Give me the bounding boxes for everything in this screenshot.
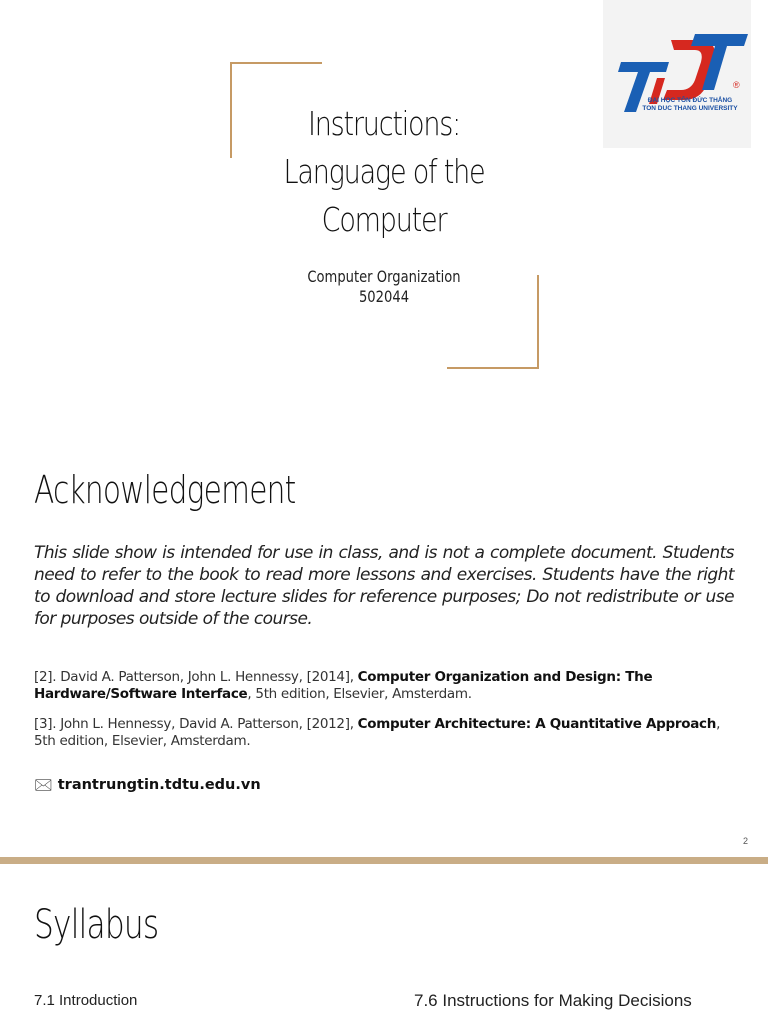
slide-separator: [0, 857, 768, 864]
syllabus-item: 7.6 Instructions for Making Decisions: [414, 991, 692, 1010]
logo-caption: [637, 97, 743, 112]
acknowledgement-paragraph: This slide show is intended for use in class, and is not a complete document. Students need to refer to the book to read more lessons and exercises. Students have the right to download and store lecture slides for reference purposes; Do not redistribute or use for purposes outside of the course.: [34, 543, 734, 629]
reference-item: [34, 669, 734, 703]
university-logo: [603, 0, 751, 148]
reference-suffix: , 5th edition, Elsevier, Amsterdam.: [247, 686, 472, 702]
decorative-bracket-top-left: [230, 62, 322, 64]
reference-prefix: [2]. David A. Patterson, John L. Hennessy, [2014],: [34, 669, 358, 685]
syllabus-slide: [0, 864, 768, 1024]
envelope-icon: 🖂: [34, 775, 53, 794]
logo-caption-vietnamese: ĐẠI HỌC TÔN ĐỨC THẮNG: [647, 97, 733, 104]
reference-item: [34, 716, 734, 750]
decorative-bracket-bottom-right: [447, 367, 539, 369]
logo-caption-english: TON DUC THANG UNIVERSITY: [642, 104, 738, 112]
deck-title-line: Computer: [321, 200, 447, 239]
acknowledgement-heading: Acknowledgement: [34, 468, 296, 512]
title-slide: [0, 0, 768, 430]
tdt-logo-mark-icon: [603, 0, 751, 148]
deck-title: [233, 100, 535, 244]
decorative-bracket-top-left-vertical: [230, 62, 232, 158]
contact-email: [34, 777, 261, 793]
reference-title: Computer Organization and Design: The Hardware/Software Interface: [34, 669, 653, 702]
registered-mark: ®: [733, 80, 740, 90]
syllabus-heading: Syllabus: [34, 902, 159, 948]
acknowledgement-slide: [0, 440, 768, 857]
deck-subtitle: [274, 267, 494, 307]
deck-title-line: Language of the: [283, 152, 485, 191]
reference-suffix: , 5th edition, Elsevier, Amsterdam.: [34, 716, 721, 749]
decorative-bracket-bottom-right-vertical: [537, 275, 539, 369]
syllabus-item: 7.1 Introduction: [34, 992, 138, 1009]
page-number: 2: [742, 836, 748, 846]
deck-title-line: Instructions:: [307, 104, 461, 143]
contact-email-text: trantrungtin.tdtu.edu.vn: [57, 777, 261, 793]
course-name: Computer Organization: [307, 267, 461, 286]
reference-title: Computer Architecture: A Quantitative Approach: [357, 716, 717, 732]
course-code: 502044: [358, 287, 410, 306]
reference-prefix: [3]. John L. Hennessy, David A. Patterson, [2012],: [34, 716, 358, 732]
